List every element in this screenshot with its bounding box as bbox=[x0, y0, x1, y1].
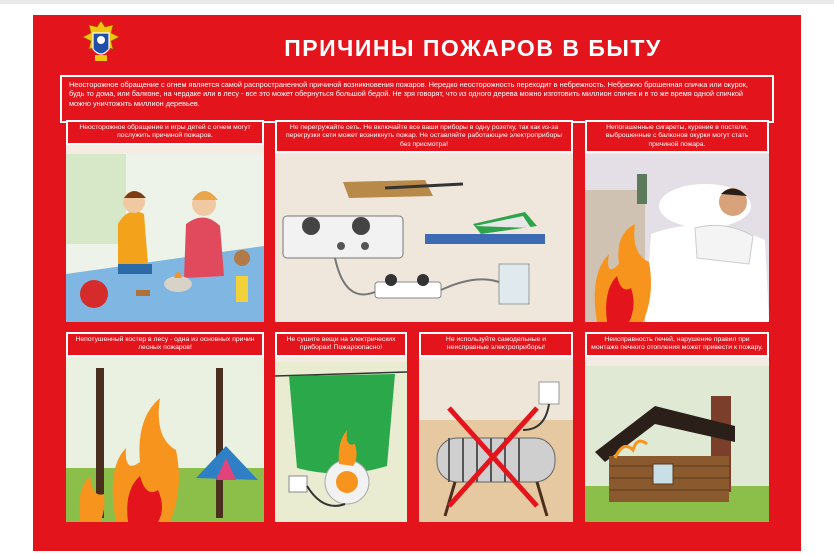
homemade-heater-illustration bbox=[419, 360, 573, 522]
panel-forest-campfire bbox=[66, 332, 264, 522]
smoking-bed-illustration bbox=[585, 154, 769, 322]
fire-safety-poster bbox=[33, 15, 801, 551]
intro-text: Неосторожное обращение с огнем является самой распространенной причиной возникновения пожаров. Нередко неосторожность переходит в небрежность. Небрежно брошенная спичка или окурок, будь то дома, или балконе, на чердаке или в лесу - все это может обернуться большой бедой. Не зря говорят, что из одного дерева можно изготовить миллион спичек и в то же время одной спичкой можно уничтожить миллион деревьев. bbox=[60, 75, 774, 123]
panel-overloaded-socket bbox=[275, 120, 573, 322]
panel-caption: Не используйте самодельные и неисправные электроприборы! bbox=[419, 332, 573, 357]
panel-caption: Неосторожное обращение и игры детей с огнем могут послужить причиной пожаров. bbox=[66, 120, 264, 145]
page-title: ПРИЧИНЫ ПОЖАРОВ В БЫТУ bbox=[284, 35, 662, 61]
panel-smoking-bed bbox=[585, 120, 769, 322]
panel-caption: Непогашенные сигареты, курение в постели, выброшенные с балконов окурки могут стать причиной пожара. bbox=[585, 120, 769, 153]
panel-caption: Непотушенный костер в лесу - одна из основных причин лесных пожаров! bbox=[66, 332, 264, 357]
drying-clothes-illustration bbox=[275, 362, 407, 522]
overloaded-socket-illustration bbox=[275, 154, 573, 322]
panel-homemade-appliances bbox=[419, 332, 573, 522]
panel-drying-clothes bbox=[275, 332, 407, 522]
burning-house-illustration bbox=[585, 366, 769, 522]
children-fire-illustration bbox=[66, 154, 264, 322]
panel-caption: Не сушите вещи на электрических приборах! Пожароопасно! bbox=[275, 332, 407, 357]
forest-campfire-illustration bbox=[66, 358, 264, 522]
panel-caption: Неисправность печей, нарушение правил при монтаже печного отопления может привести к пожару. bbox=[585, 332, 769, 357]
page-edge bbox=[0, 0, 834, 4]
panel-caption: Не перегружайте сеть. Не включайте все ваши приборы в одну розетку, так как из-за перегрузки сети может возникнуть пожар. Не оставляйте работающие электроприборы без присмотра! bbox=[275, 120, 573, 153]
panel-children-fire bbox=[66, 120, 264, 322]
panel-faulty-stove bbox=[585, 332, 769, 522]
